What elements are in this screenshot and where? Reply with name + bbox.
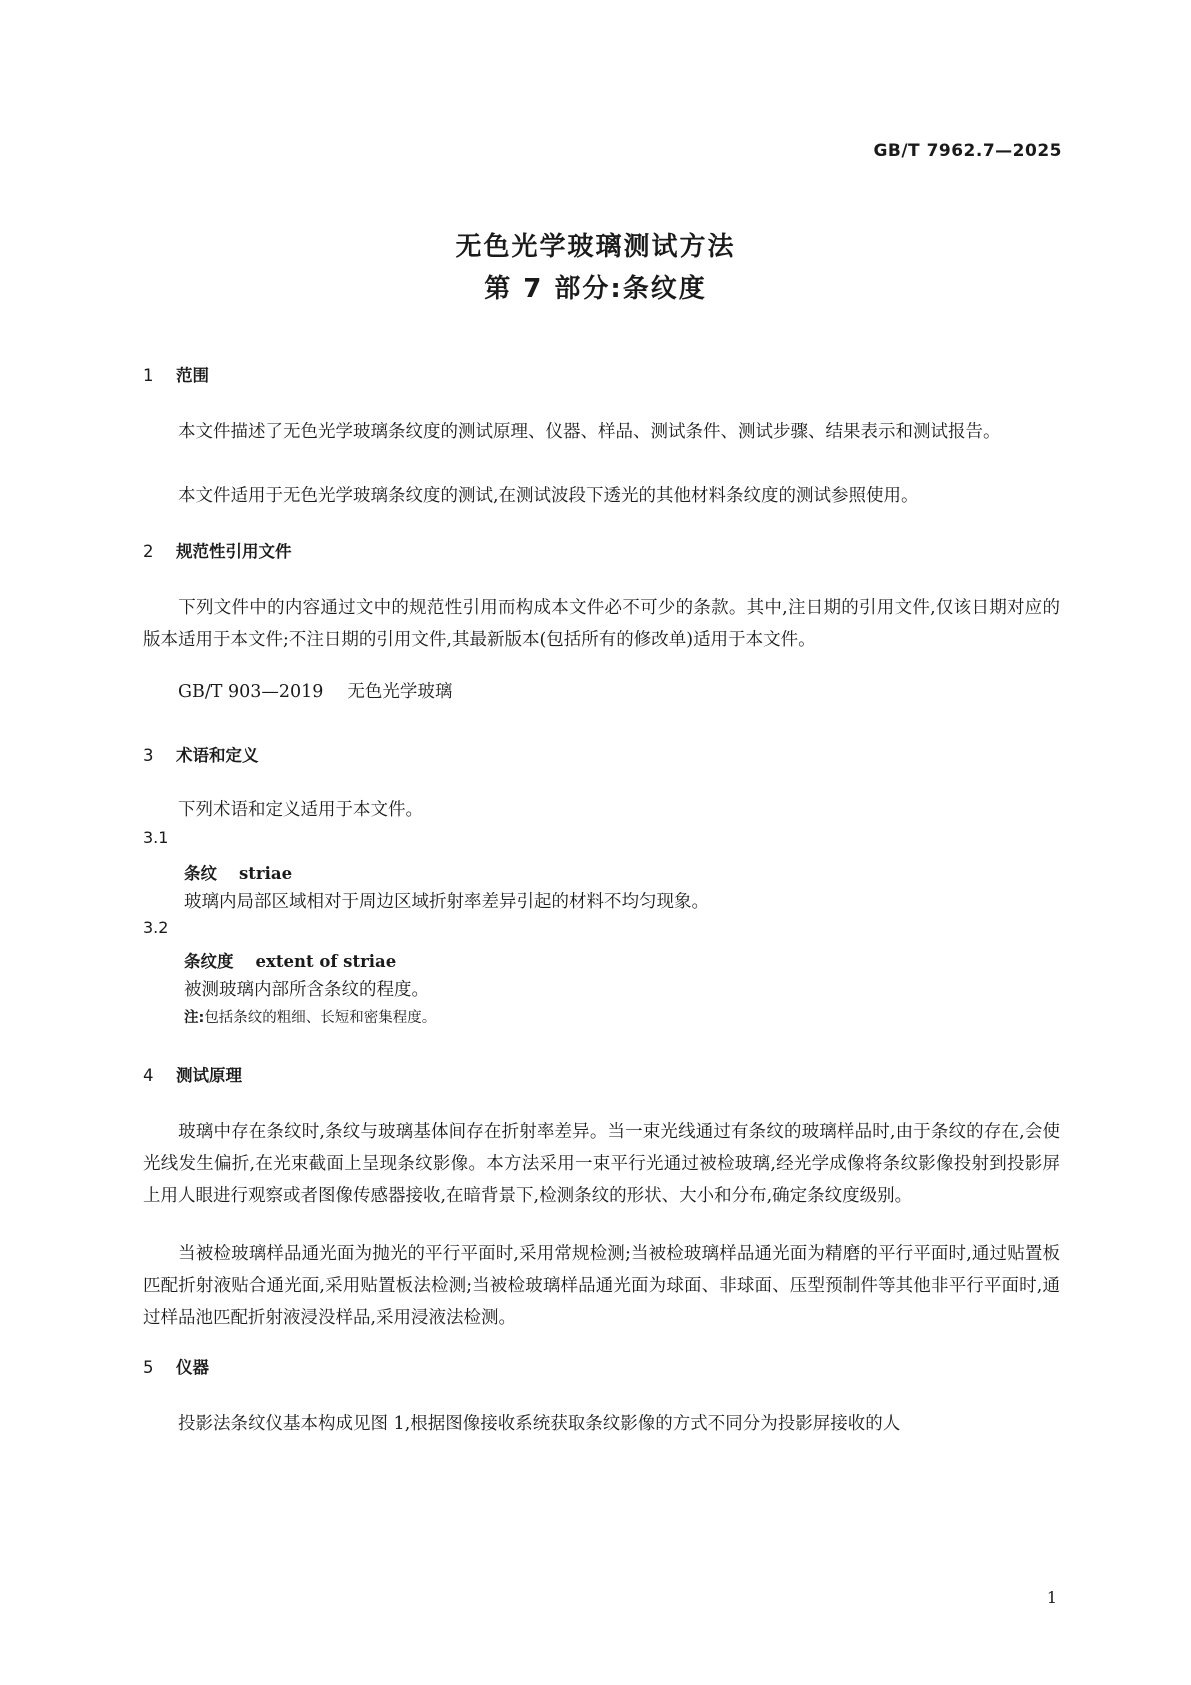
- term-chinese: 条纹度: [184, 952, 234, 971]
- reference-title: 无色光学玻璃: [347, 682, 453, 702]
- term-3-1-number: 3.1: [143, 828, 169, 847]
- standard-code: GB/T 7962.7—2025: [873, 141, 1062, 161]
- reference-code: GB/T 903—2019: [178, 682, 324, 702]
- section-4-paragraph-1: [143, 1116, 1060, 1212]
- section-number: 5: [143, 1358, 154, 1377]
- note-text: 包括条纹的粗细、长短和密集程度。: [204, 1010, 437, 1026]
- section-1-paragraph-2: [143, 480, 1060, 512]
- page-number: 1: [1046, 1588, 1057, 1607]
- term-chinese: 条纹: [184, 864, 217, 883]
- normative-reference: [178, 678, 452, 703]
- section-number: 1: [143, 366, 154, 385]
- section-number: 4: [143, 1066, 154, 1085]
- term-3-2: [184, 948, 396, 972]
- section-title: 规范性引用文件: [176, 542, 292, 561]
- paragraph-text: 投影法条纹仪基本构成见图 1,根据图像接收系统获取条纹影像的方式不同分为投影屏接收的人: [178, 1414, 901, 1434]
- section-number: 2: [143, 542, 154, 561]
- note-label: 注:: [184, 1010, 205, 1026]
- term-3-1: [184, 860, 292, 884]
- paragraph-text: 下列文件中的内容通过文中的规范性引用而构成本文件必不可少的条款。其中,注日期的引用文件,仅该日期对应的版本适用于本文件;不注日期的引用文件,其最新版本(包括所有的修改单)适用于本文件。: [143, 598, 1060, 650]
- term-3-2-definition: 被测玻璃内部所含条纹的程度。: [184, 980, 429, 1000]
- section-4-paragraph-2: [143, 1238, 1060, 1334]
- document-title-line1: 无色光学玻璃测试方法: [455, 232, 736, 262]
- term-3-1-definition: 玻璃内局部区域相对于周边区域折射率差异引起的材料不均匀现象。: [184, 892, 709, 912]
- section-number: 3: [143, 746, 154, 765]
- terms-intro: 下列术语和定义适用于本文件。: [178, 800, 423, 820]
- term-note: [184, 1006, 436, 1027]
- paragraph-text: 本文件适用于无色光学玻璃条纹度的测试,在测试波段下透光的其他材料条纹度的测试参照使用。: [178, 486, 919, 506]
- section-3-heading: [143, 742, 259, 766]
- section-2-heading: [143, 538, 292, 562]
- term-english: striae: [239, 864, 293, 883]
- section-title: 范围: [176, 366, 209, 385]
- section-title: 仪器: [176, 1358, 209, 1377]
- paragraph-text: 本文件描述了无色光学玻璃条纹度的测试原理、仪器、样品、测试条件、测试步骤、结果表示和测试报告。: [178, 422, 1001, 442]
- section-1-heading: [143, 362, 209, 386]
- section-title: 术语和定义: [176, 746, 259, 765]
- term-3-2-number: 3.2: [143, 918, 169, 937]
- term-english: extent of striae: [255, 952, 397, 971]
- section-1-paragraph-1: [143, 416, 1060, 448]
- document-title-line2: 第 7 部分:条纹度: [484, 274, 707, 304]
- paragraph-text: 当被检玻璃样品通光面为抛光的平行平面时,采用常规检测;当被检玻璃样品通光面为精磨的平行平面时,通过贴置板匹配折射液贴合通光面,采用贴置板法检测;当被检玻璃样品通光面为球面、非球面、压型预制件等其他非平行平面时,通过样品池匹配折射液浸没样品,采用浸液法检测。: [143, 1244, 1060, 1328]
- section-5-heading: [143, 1354, 209, 1378]
- section-4-heading: [143, 1062, 242, 1086]
- section-2-paragraph-1: [143, 592, 1060, 656]
- section-title: 测试原理: [176, 1066, 242, 1085]
- section-5-paragraph-1: [143, 1408, 1060, 1440]
- paragraph-text: 玻璃中存在条纹时,条纹与玻璃基体间存在折射率差异。当一束光线通过有条纹的玻璃样品时,由于条纹的存在,会使光线发生偏折,在光束截面上呈现条纹影像。本方法采用一束平行光通过被检玻璃,经光学成像将条纹影像投射到投影屏上用人眼进行观察或者图像传感器接收,在暗背景下,检测条纹的形状、大小和分布,确定条纹度级别。: [143, 1122, 1060, 1206]
